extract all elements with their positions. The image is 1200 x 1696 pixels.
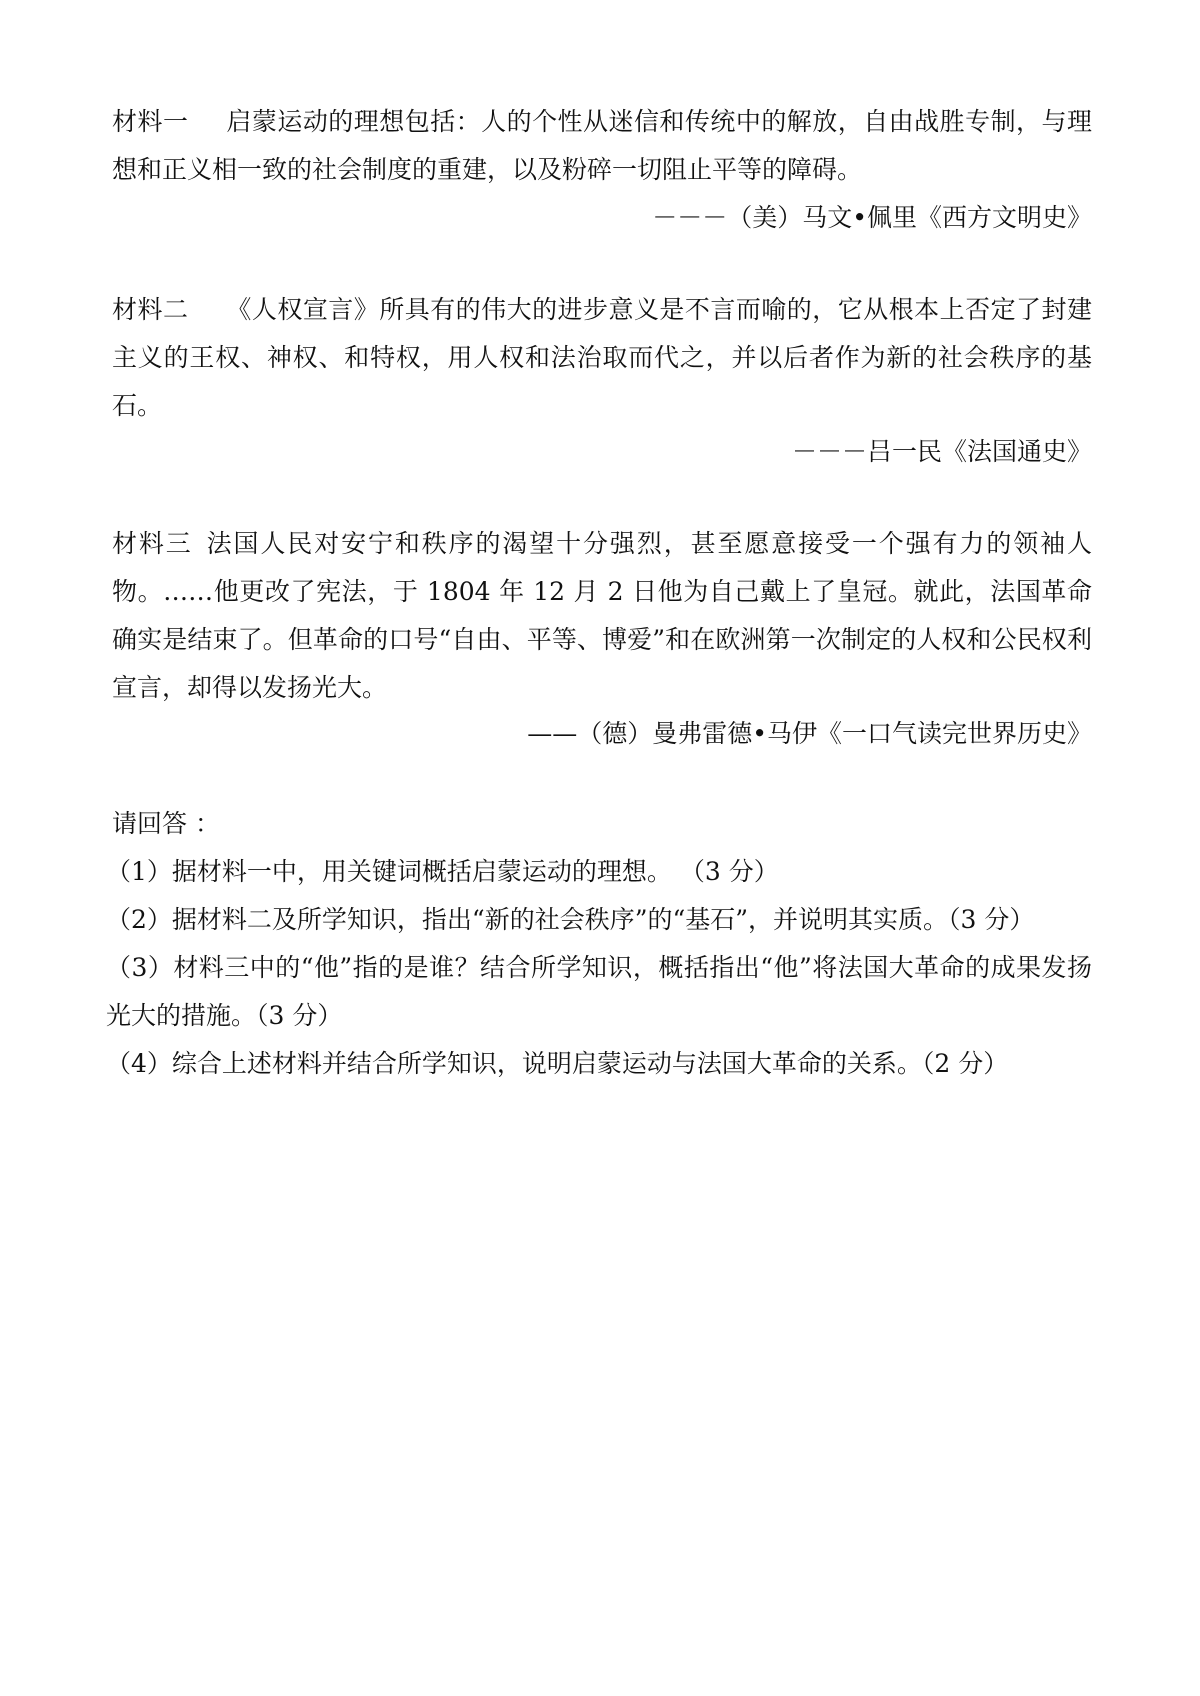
- material-3-source: ——（德）曼弗雷德•马伊《一口气读完世界历史》: [527, 719, 1092, 748]
- material-2-text: 《人权宣言》所具有的伟大的进步意义是不言而喻的，它从根本上否定了封建主义的王权、神权、和特权，用人权和法治取而代之，并以后者作为新的社会秩序的基石。: [112, 295, 1092, 420]
- material-1: [112, 98, 1092, 194]
- material-1-label: 材料一: [112, 107, 189, 136]
- material-2-source: －－－吕一民《法国通史》: [791, 437, 1092, 466]
- material-1-text: 启蒙运动的理想包括：人的个性从迷信和传统中的解放，自由战胜专制，与理想和正义相一致的社会制度的重建，以及粉碎一切阻止平等的障碍。: [112, 107, 1092, 184]
- material-3: [112, 520, 1092, 712]
- material-2: [112, 286, 1092, 430]
- questions-section: [106, 800, 1092, 1088]
- material-2-label: 材料二: [112, 295, 189, 324]
- question-4: （4）综合上述材料并结合所学知识，说明启蒙运动与法国大革命的关系。（2 分）: [106, 1049, 1009, 1078]
- question-2: （2）据材料二及所学知识，指出“新的社会秩序”的“基石”，并说明其实质。（3 分）: [106, 905, 1035, 934]
- answer-prompt: 请回答 ：: [112, 809, 220, 838]
- question-1: （1）据材料一中，用关键词概括启蒙运动的理想。 （3 分）: [106, 857, 779, 886]
- material-3-text: 法国人民对安宁和秩序的渴望十分强烈，甚至愿意接受一个强有力的领袖人物。……他更改了宪法，于 1804 年 12 月 2 日他为自己戴上了皇冠。就此，法国革命确实是结束了。但革命的口号“自由、平等、博爱”和在欧洲第一次制定的人权和公民权利宣言，却得以发扬光大。: [112, 529, 1092, 702]
- question-3: （3）材料三中的“他”指的是谁？结合所学知识，概括指出“他”将法国大革命的成果发扬光大的措施。（3 分）: [106, 953, 1092, 1030]
- material-3-label: 材料三: [112, 529, 193, 558]
- material-1-source: －－－（美）马文•佩里《西方文明史》: [652, 203, 1092, 232]
